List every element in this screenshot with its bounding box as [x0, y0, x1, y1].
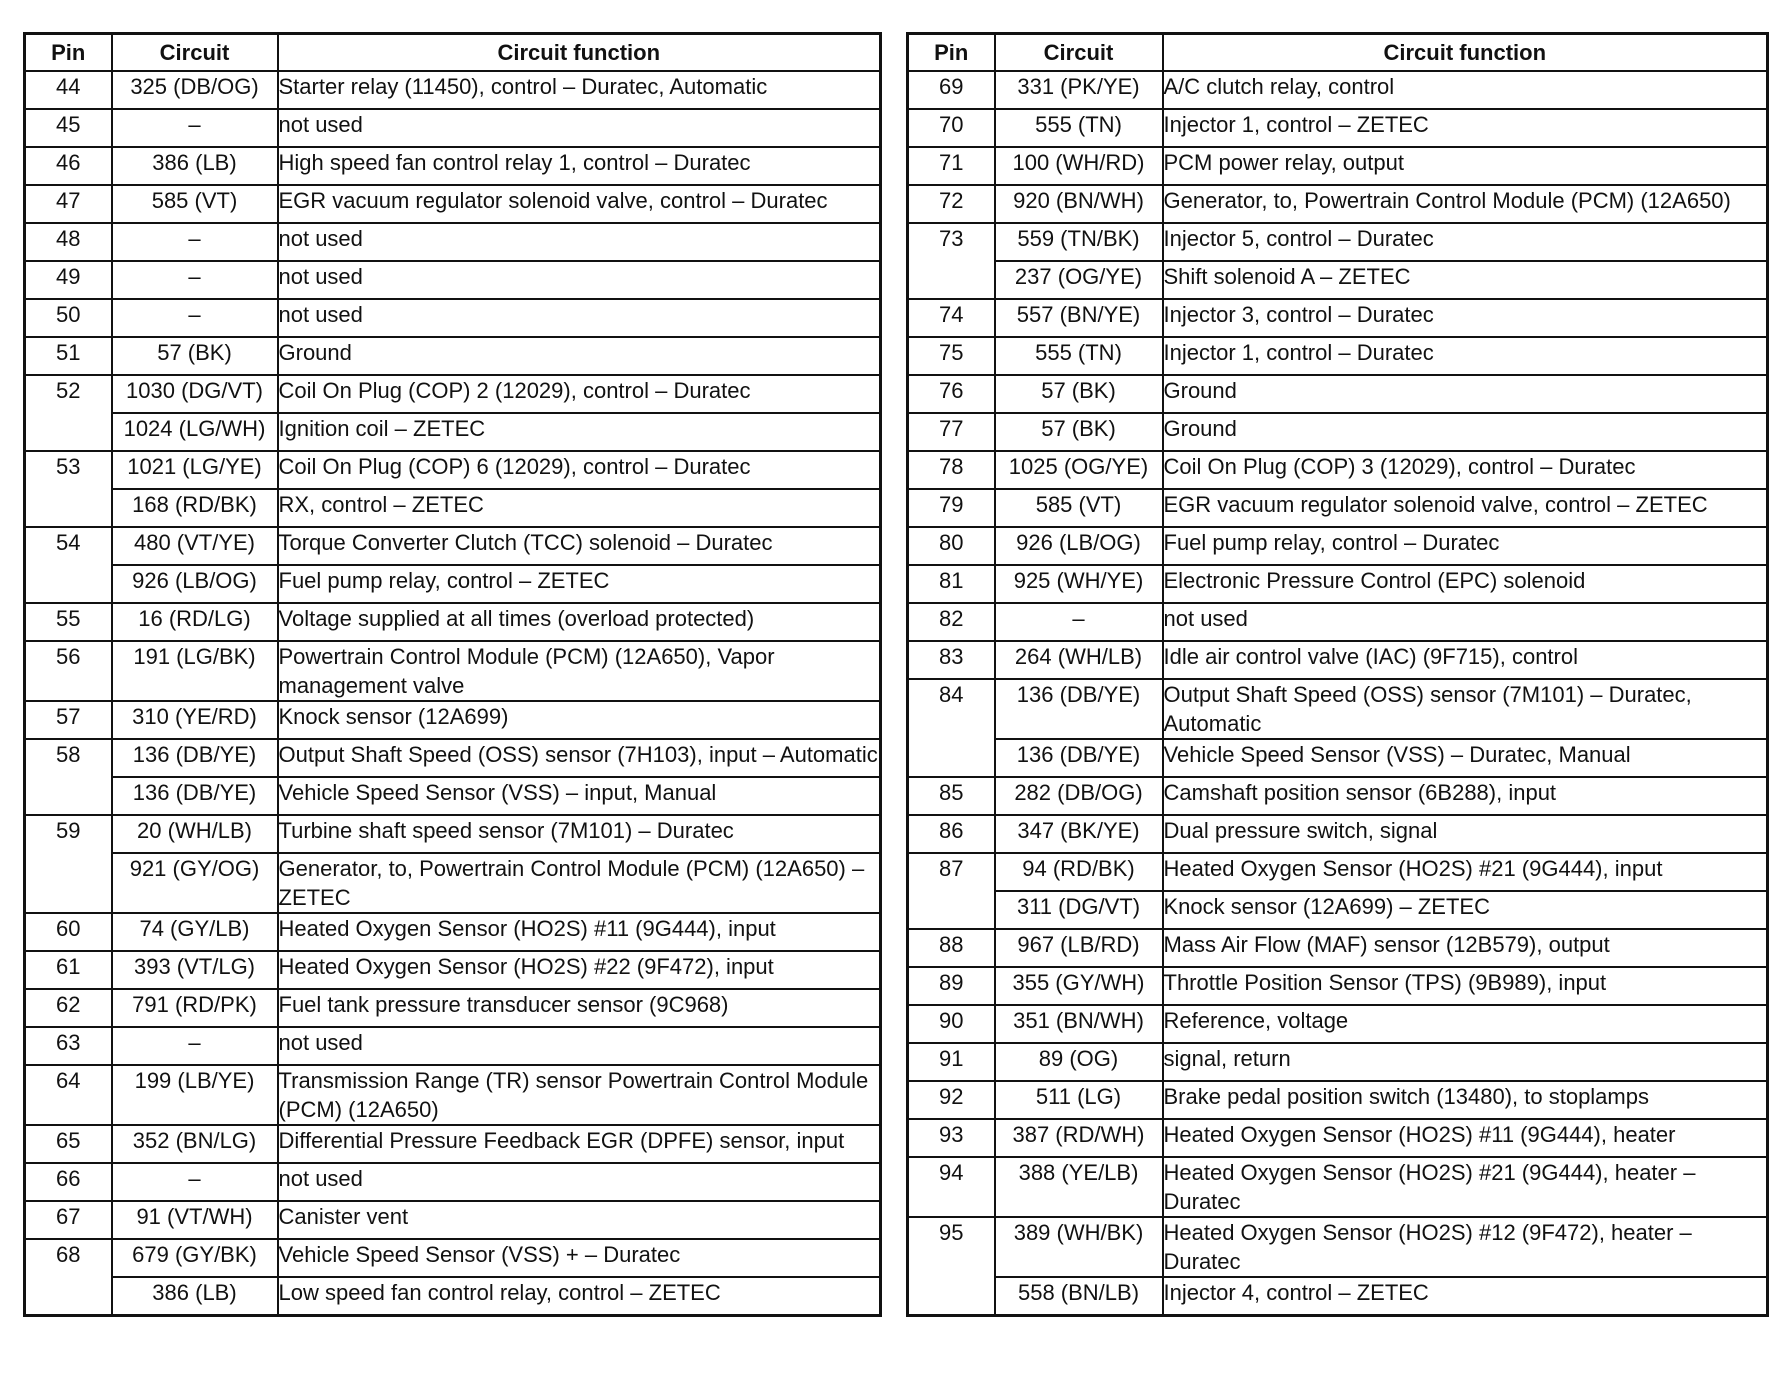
circuit-cell: 351 (BN/WH) — [995, 1005, 1163, 1043]
circuit-cell: – — [112, 223, 278, 261]
circuit-cell: 921 (GY/OG) — [112, 853, 278, 913]
table-row — [25, 223, 881, 261]
table-row — [908, 147, 1768, 185]
pin-cell: 51 — [25, 337, 112, 375]
function-cell: Throttle Position Sensor (TPS) (9B989), input — [1163, 967, 1768, 1005]
function-cell: Camshaft position sensor (6B288), input — [1163, 777, 1768, 815]
pin-cell: 70 — [908, 109, 995, 147]
pin-header: Pin — [908, 34, 995, 72]
pin-cell: 53 — [25, 451, 112, 527]
pin-cell: 73 — [908, 223, 995, 299]
pin-cell: 48 — [25, 223, 112, 261]
circuit-cell: 347 (BK/YE) — [995, 815, 1163, 853]
pin-cell: 45 — [25, 109, 112, 147]
function-cell: Reference, voltage — [1163, 1005, 1768, 1043]
circuit-cell: – — [112, 299, 278, 337]
table-row — [908, 413, 1768, 451]
pin-header: Pin — [25, 34, 112, 72]
function-cell: not used — [278, 261, 881, 299]
circuit-cell: 585 (VT) — [112, 185, 278, 223]
pin-cell: 50 — [25, 299, 112, 337]
pin-cell: 69 — [908, 71, 995, 109]
circuit-cell: 136 (DB/YE) — [995, 679, 1163, 739]
table-row — [25, 71, 881, 109]
function-cell: Knock sensor (12A699) – ZETEC — [1163, 891, 1768, 929]
circuit-cell: 386 (LB) — [112, 1277, 278, 1315]
table-row — [25, 1125, 881, 1163]
pin-cell: 76 — [908, 375, 995, 413]
circuit-cell: 331 (PK/YE) — [995, 71, 1163, 109]
function-cell: Generator, to, Powertrain Control Module (PCM) (12A650) – ZETEC — [278, 853, 881, 913]
circuit-cell: 559 (TN/BK) — [995, 223, 1163, 261]
function-cell: Fuel pump relay, control – ZETEC — [278, 565, 881, 603]
table-row — [908, 451, 1768, 489]
pin-cell: 49 — [25, 261, 112, 299]
pin-cell: 61 — [25, 951, 112, 989]
function-cell: not used — [278, 1163, 881, 1201]
pin-cell: 95 — [908, 1217, 995, 1315]
pin-cell: 65 — [25, 1125, 112, 1163]
circuit-cell: 389 (WH/BK) — [995, 1217, 1163, 1277]
function-cell: Starter relay (11450), control – Duratec, Automatic — [278, 71, 881, 109]
table-row — [25, 951, 881, 989]
function-cell: Low speed fan control relay, control – ZETEC — [278, 1277, 881, 1315]
pin-cell: 74 — [908, 299, 995, 337]
function-header: Circuit function — [278, 34, 881, 72]
function-cell: Vehicle Speed Sensor (VSS) – Duratec, Manual — [1163, 739, 1768, 777]
circuit-cell: 791 (RD/PK) — [112, 989, 278, 1027]
table-row — [908, 299, 1768, 337]
circuit-cell: – — [112, 109, 278, 147]
table-row — [908, 1277, 1768, 1315]
table-row — [25, 451, 881, 489]
pin-cell: 89 — [908, 967, 995, 1005]
circuit-cell: 100 (WH/RD) — [995, 147, 1163, 185]
function-cell: not used — [278, 223, 881, 261]
table-row — [25, 853, 881, 913]
table-row — [908, 853, 1768, 891]
table-row — [908, 109, 1768, 147]
circuit-cell: – — [112, 1163, 278, 1201]
circuit-cell: 585 (VT) — [995, 489, 1163, 527]
circuit-cell: 94 (RD/BK) — [995, 853, 1163, 891]
circuit-cell: 325 (DB/OG) — [112, 71, 278, 109]
pin-cell: 81 — [908, 565, 995, 603]
function-cell: Ground — [1163, 375, 1768, 413]
function-cell: Coil On Plug (COP) 6 (12029), control – Duratec — [278, 451, 881, 489]
function-cell: Turbine shaft speed sensor (7M101) – Duratec — [278, 815, 881, 853]
pin-cell: 55 — [25, 603, 112, 641]
circuit-cell: 355 (GY/WH) — [995, 967, 1163, 1005]
header-row — [908, 34, 1768, 72]
table-row — [908, 185, 1768, 223]
circuit-cell: 967 (LB/RD) — [995, 929, 1163, 967]
pin-cell: 77 — [908, 413, 995, 451]
table-row — [25, 913, 881, 951]
function-cell: A/C clutch relay, control — [1163, 71, 1768, 109]
table-row — [25, 299, 881, 337]
function-cell: Ground — [1163, 413, 1768, 451]
function-cell: Differential Pressure Feedback EGR (DPFE) sensor, input — [278, 1125, 881, 1163]
circuit-cell: 57 (BK) — [995, 375, 1163, 413]
table-row — [908, 929, 1768, 967]
pin-cell: 67 — [25, 1201, 112, 1239]
pin-cell: 44 — [25, 71, 112, 109]
table-row — [908, 815, 1768, 853]
function-cell: Injector 5, control – Duratec — [1163, 223, 1768, 261]
function-cell: Powertrain Control Module (PCM) (12A650), Vapor management valve — [278, 641, 881, 701]
pin-cell: 80 — [908, 527, 995, 565]
function-cell: Fuel pump relay, control – Duratec — [1163, 527, 1768, 565]
table-row — [25, 1027, 881, 1065]
function-cell: Vehicle Speed Sensor (VSS) – input, Manual — [278, 777, 881, 815]
circuit-cell: 136 (DB/YE) — [112, 777, 278, 815]
function-cell: Heated Oxygen Sensor (HO2S) #11 (9G444), heater — [1163, 1119, 1768, 1157]
table-row — [908, 679, 1768, 739]
function-cell: Coil On Plug (COP) 2 (12029), control – Duratec — [278, 375, 881, 413]
circuit-cell: 555 (TN) — [995, 337, 1163, 375]
table-row — [908, 1157, 1768, 1217]
table-row — [908, 1217, 1768, 1277]
function-header: Circuit function — [1163, 34, 1768, 72]
function-cell: Canister vent — [278, 1201, 881, 1239]
pin-cell: 47 — [25, 185, 112, 223]
circuit-cell: – — [112, 1027, 278, 1065]
function-cell: Mass Air Flow (MAF) sensor (12B579), output — [1163, 929, 1768, 967]
table-row — [25, 603, 881, 641]
table-row — [908, 223, 1768, 261]
function-cell: Injector 3, control – Duratec — [1163, 299, 1768, 337]
table-row — [25, 185, 881, 223]
pin-cell: 91 — [908, 1043, 995, 1081]
pin-cell: 52 — [25, 375, 112, 451]
circuit-header: Circuit — [112, 34, 278, 72]
function-cell: Ground — [278, 337, 881, 375]
circuit-cell: 555 (TN) — [995, 109, 1163, 147]
circuit-cell: 679 (GY/BK) — [112, 1239, 278, 1277]
circuit-cell: 89 (OG) — [995, 1043, 1163, 1081]
circuit-cell: 310 (YE/RD) — [112, 701, 278, 739]
pin-cell: 84 — [908, 679, 995, 777]
function-cell: Injector 1, control – Duratec — [1163, 337, 1768, 375]
table-row — [25, 337, 881, 375]
table-row — [25, 1239, 881, 1277]
function-cell: Heated Oxygen Sensor (HO2S) #21 (9G444), heater – Duratec — [1163, 1157, 1768, 1217]
pin-cell: 71 — [908, 147, 995, 185]
pin-cell: 59 — [25, 815, 112, 913]
function-cell: Brake pedal position switch (13480), to stoplamps — [1163, 1081, 1768, 1119]
pin-cell: 93 — [908, 1119, 995, 1157]
circuit-cell: – — [112, 261, 278, 299]
table-row — [25, 989, 881, 1027]
function-cell: Heated Oxygen Sensor (HO2S) #11 (9G444), input — [278, 913, 881, 951]
pin-cell: 78 — [908, 451, 995, 489]
function-cell: Fuel tank pressure transducer sensor (9C968) — [278, 989, 881, 1027]
table-row — [908, 891, 1768, 929]
table-row — [908, 603, 1768, 641]
table-row — [25, 1277, 881, 1315]
circuit-cell: 16 (RD/LG) — [112, 603, 278, 641]
circuit-cell: 480 (VT/YE) — [112, 527, 278, 565]
circuit-cell: 387 (RD/WH) — [995, 1119, 1163, 1157]
circuit-cell: 1024 (LG/WH) — [112, 413, 278, 451]
circuit-cell: 386 (LB) — [112, 147, 278, 185]
function-cell: not used — [1163, 603, 1768, 641]
pin-cell: 57 — [25, 701, 112, 739]
circuit-cell: 136 (DB/YE) — [995, 739, 1163, 777]
pin-cell: 79 — [908, 489, 995, 527]
circuit-cell: 388 (YE/LB) — [995, 1157, 1163, 1217]
function-cell: Generator, to, Powertrain Control Module (PCM) (12A650) — [1163, 185, 1768, 223]
table-row — [908, 641, 1768, 679]
function-cell: signal, return — [1163, 1043, 1768, 1081]
pin-cell: 83 — [908, 641, 995, 679]
table-row — [908, 1043, 1768, 1081]
circuit-cell: 352 (BN/LG) — [112, 1125, 278, 1163]
circuit-cell: 393 (VT/LG) — [112, 951, 278, 989]
table-row — [25, 565, 881, 603]
table-row — [908, 1119, 1768, 1157]
circuit-cell: 168 (RD/BK) — [112, 489, 278, 527]
pin-cell: 75 — [908, 337, 995, 375]
pin-cell: 46 — [25, 147, 112, 185]
table-row — [908, 261, 1768, 299]
table-row — [25, 413, 881, 451]
circuit-cell: 926 (LB/OG) — [112, 565, 278, 603]
table-row — [25, 739, 881, 777]
pin-cell: 94 — [908, 1157, 995, 1217]
circuit-cell: 511 (LG) — [995, 1081, 1163, 1119]
function-cell: EGR vacuum regulator solenoid valve, control – Duratec — [278, 185, 881, 223]
circuit-cell: 264 (WH/LB) — [995, 641, 1163, 679]
pin-cell: 68 — [25, 1239, 112, 1315]
function-cell: Injector 4, control – ZETEC — [1163, 1277, 1768, 1315]
function-cell: Dual pressure switch, signal — [1163, 815, 1768, 853]
function-cell: EGR vacuum regulator solenoid valve, control – ZETEC — [1163, 489, 1768, 527]
function-cell: PCM power relay, output — [1163, 147, 1768, 185]
function-cell: not used — [278, 299, 881, 337]
table-row — [25, 815, 881, 853]
table-row — [25, 1065, 881, 1125]
table-row — [908, 375, 1768, 413]
circuit-cell: 558 (BN/LB) — [995, 1277, 1163, 1315]
function-cell: Torque Converter Clutch (TCC) solenoid – Duratec — [278, 527, 881, 565]
circuit-cell: 282 (DB/OG) — [995, 777, 1163, 815]
table-row — [25, 261, 881, 299]
pin-cell: 87 — [908, 853, 995, 929]
function-cell: Heated Oxygen Sensor (HO2S) #21 (9G444), input — [1163, 853, 1768, 891]
table-row — [908, 967, 1768, 1005]
table-row — [25, 147, 881, 185]
function-cell: Knock sensor (12A699) — [278, 701, 881, 739]
pin-cell: 92 — [908, 1081, 995, 1119]
pin-cell: 58 — [25, 739, 112, 815]
table-row — [25, 1201, 881, 1239]
table-row — [25, 777, 881, 815]
circuit-cell: 926 (LB/OG) — [995, 527, 1163, 565]
function-cell: Vehicle Speed Sensor (VSS) + – Duratec — [278, 1239, 881, 1277]
table-row — [908, 1081, 1768, 1119]
table-row — [25, 701, 881, 739]
pin-cell: 63 — [25, 1027, 112, 1065]
circuit-cell: 91 (VT/WH) — [112, 1201, 278, 1239]
pin-cell: 54 — [25, 527, 112, 603]
table-row — [908, 527, 1768, 565]
circuit-cell: 20 (WH/LB) — [112, 815, 278, 853]
table-row — [25, 641, 881, 701]
function-cell: Injector 1, control – ZETEC — [1163, 109, 1768, 147]
circuit-cell: 1030 (DG/VT) — [112, 375, 278, 413]
circuit-cell: 199 (LB/YE) — [112, 1065, 278, 1125]
function-cell: Voltage supplied at all times (overload protected) — [278, 603, 881, 641]
circuit-cell: 57 (BK) — [995, 413, 1163, 451]
function-cell: Coil On Plug (COP) 3 (12029), control – Duratec — [1163, 451, 1768, 489]
function-cell: not used — [278, 1027, 881, 1065]
circuit-cell: 311 (DG/VT) — [995, 891, 1163, 929]
table-row — [908, 739, 1768, 777]
circuit-cell: 925 (WH/YE) — [995, 565, 1163, 603]
pin-cell: 86 — [908, 815, 995, 853]
circuit-cell: 57 (BK) — [112, 337, 278, 375]
function-cell: Idle air control valve (IAC) (9F715), control — [1163, 641, 1768, 679]
circuit-cell: 920 (BN/WH) — [995, 185, 1163, 223]
circuit-cell: 136 (DB/YE) — [112, 739, 278, 777]
function-cell: RX, control – ZETEC — [278, 489, 881, 527]
table-row — [25, 375, 881, 413]
function-cell: High speed fan control relay 1, control – Duratec — [278, 147, 881, 185]
pin-cell: 88 — [908, 929, 995, 967]
table-row — [908, 337, 1768, 375]
pin-cell: 66 — [25, 1163, 112, 1201]
function-cell: Electronic Pressure Control (EPC) solenoid — [1163, 565, 1768, 603]
pin-table-right — [906, 32, 1769, 1317]
circuit-cell: 74 (GY/LB) — [112, 913, 278, 951]
table-row — [908, 489, 1768, 527]
pin-cell: 72 — [908, 185, 995, 223]
pin-cell: 60 — [25, 913, 112, 951]
pin-cell: 82 — [908, 603, 995, 641]
function-cell: not used — [278, 109, 881, 147]
table-row — [25, 109, 881, 147]
pin-cell: 64 — [25, 1065, 112, 1125]
table-row — [25, 527, 881, 565]
function-cell: Heated Oxygen Sensor (HO2S) #22 (9F472), input — [278, 951, 881, 989]
circuit-cell: 191 (LG/BK) — [112, 641, 278, 701]
table-row — [25, 489, 881, 527]
table-row — [908, 1005, 1768, 1043]
pin-cell: 85 — [908, 777, 995, 815]
circuit-cell: 557 (BN/YE) — [995, 299, 1163, 337]
table-row — [25, 1163, 881, 1201]
pin-cell: 90 — [908, 1005, 995, 1043]
function-cell: Ignition coil – ZETEC — [278, 413, 881, 451]
table-row — [908, 777, 1768, 815]
header-row — [25, 34, 881, 72]
function-cell: Shift solenoid A – ZETEC — [1163, 261, 1768, 299]
circuit-cell: 1021 (LG/YE) — [112, 451, 278, 489]
circuit-cell: – — [995, 603, 1163, 641]
pin-cell: 56 — [25, 641, 112, 701]
circuit-cell: 237 (OG/YE) — [995, 261, 1163, 299]
function-cell: Output Shaft Speed (OSS) sensor (7H103), input – Automatic — [278, 739, 881, 777]
pin-cell: 62 — [25, 989, 112, 1027]
pin-table-left — [23, 32, 882, 1317]
circuit-cell: 1025 (OG/YE) — [995, 451, 1163, 489]
function-cell: Output Shaft Speed (OSS) sensor (7M101) – Duratec, Automatic — [1163, 679, 1768, 739]
function-cell: Heated Oxygen Sensor (HO2S) #12 (9F472), heater – Duratec — [1163, 1217, 1768, 1277]
table-row — [908, 71, 1768, 109]
table-row — [908, 565, 1768, 603]
function-cell: Transmission Range (TR) sensor Powertrain Control Module (PCM) (12A650) — [278, 1065, 881, 1125]
circuit-header: Circuit — [995, 34, 1163, 72]
